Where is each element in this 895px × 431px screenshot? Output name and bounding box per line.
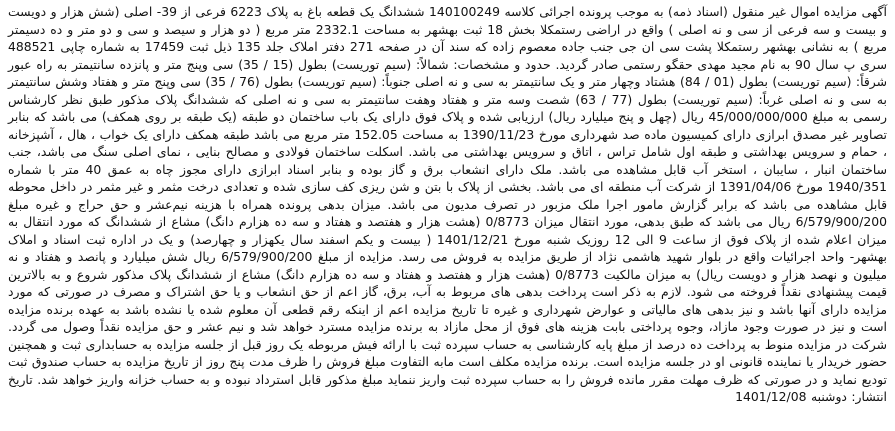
notice-body-text: آگهی مزایده اموال غیر منقول (اسناد ذمه) به موجب پرونده اجرائی کلاسه 140100249 ششدانگ یک قطعه باغ به پلاک 6223 فرعی از 39- اصلی (شش هزار و دویست و بیست و سه فرعی از سی و نه اصلی ) واقع در اراضی رستمکلا بخش 18 ثبت بهشهر به مساحت 2332.1 متر مربع ( دو هزار و سیصد و سی و دو متر و ده دسیمتر مربع ) به نشانی بهشهر رستمکلا پشت سی ان جی جنب جاده معصوم زاده که سند آن در صفحه 271 دفتر املاک جلد 135 ذیل ثبت 17459 به شماره چاپی 488521 سری پ سال 90 به نام مجید مهدی حقگو رستمی صادر گردید. حدود و مشخصات: شمالاً: (سیم توریست) بطول (15 / 35) سی وپنج متر و پانزده سانتیمتر به راه عبور شرقاً: (سیم توریست) بطول (01 / 84) هشتاد وچهار متر و یک سانتیمتر به سی و نه اصلی جنوباً: (سیم توریست) بطول (76 / 35) سی وپنج متر و هفتاد وشش سانتیمتر به سی و نه اصلی غرباً: (سیم توریست) بطول (77 / 63) شصت وسه متر و هفتاد وهفت سانتیمتر به سی و نه اصلی که ششدانگ پلاک مذکور طبق نظر کارشناس رسمی به مبلغ 45/000/000/000 ریال (چهل و پنج میلیارد ریال) ارزیابی شده و پلاک فوق دارای یک باب ساختمان دو طبقه (یک طبقه بر روی همکف) می باشد که بنابر تصاویر غیر مصدق ابرازی دارای کمیسیون ماده صد شهرداری مورخ 1390/11/23 به مساحت 152.05 متر مربع می باشد طبقه همکف دارای یک خواب ، هال ، آشپزخانه ، حمام و سرویس بهداشتی و طبقه اول شامل تراس ، اتاق و سرویس بهداشتی می باشد. اسکلت ساختمان فولادی و مصالح بنایی ، نمای اصلی سنگ می باشد، جنب ساختمان انبار ، سایبان ، استخر آب قابل مشاهده می باشد. ملک دارای انشعاب برق و گاز بوده و بنابر اسناد ابرازی دارای مجوز چاه به عمق 40 متر با شماره 1940/351 مورخ 1391/04/06 از شرکت آب منطقه ای می باشد. بخشی از پلاک با بتن و شن ریزی کف سازی شده و تعدادی درخت مثمر و غیر مثمر در داخل محوطه قابل مشاهده می باشد که برابر گزارش مامور اجرا ملک مزبور در تصرف مدیون می باشد. میزان بدهی پرونده همراه با هزینه نیم‌عشر و حق حراج و غیره مبلغ 6/579/900/200 ریال می باشد که طبق بدهی، مورد انتقال میزان 0/8773 (هشت هزار و هفتصد و هفتاد و سه ده هزارم دانگ) مشاع از ششدانگ که مورد انتقال به میزان اعلام شده از پلاک فوق از ساعت 9 الی 12 روزیک شنبه مورخ 1401/12/21 ( بیست و یکم اسفند سال یکهزار و چهارصد) و یک در اداره ثبت اسناد و املاک بهشهر- واحد اجرائیات واقع در بلوار شهید هاشمی نژاد از طریق مزایده به فروش می رسد. مزایده از مبلغ 6/579/900/200 ریال شش میلیارد و پانصد و هفتاد و نه میلیون و نهصد هزار و دویست ریال) به میزان مالکیت 0/8773 (هشت هزار و هفتصد و هفتاد و سه ده هزارم دانگ) مشاع از ششدانگ پلاک مذکور شروع و به بالاترین قیمت پیشنهادی نقداً فروخته می شود. لازم به ذکر است پرداخت بدهی های مربوط به آب، برق، گاز اعم از حق انشعاب و یا حق اشتراک و مصرف در صورتی که مورد مزایده دارای آنها باشد و نیز بدهی های مالیاتی و عوارض شهرداری و غیره تا تاریخ مزایده اعم از اینکه رقم قطعی آن معلوم شده یا نشده باشد به عهده برنده مزایده است و نیز در صورت وجود مازاد، وجوه پرداختی بابت هزینه های فوق از محل مازاد به برنده مزایده مسترد خواهد شد و نیم عشر و حق مزایده نقداً وصول می گردد. شرکت در مزایده منوط به پرداخت ده درصد از مبلغ پایه کارشناسی به حساب سپرده ثبت با ارائه فیش مربوطه یک روز قبل از جلسه مزایده به حسابداری ثبت و همچنین حضور خریدار یا نماینده قانونی او در جلسه مزایده است. برنده مزایده مکلف است مابه التفاوت مبلغ فروش را ظرف مدت پنج روز از تاریخ مزایده به حساب صندوق ثبت تودیع نماید و در صورتی که ظرف مهلت مقرر مانده فروش را به حساب سپرده ثبت واریز ننماید مبلغ مذکور قابل استرداد نبوده و به حساب خزانه واریز خواهد شد. تاریخ انتشار: دوشنبه 1401/12/08 <box>8 4 888 404</box>
